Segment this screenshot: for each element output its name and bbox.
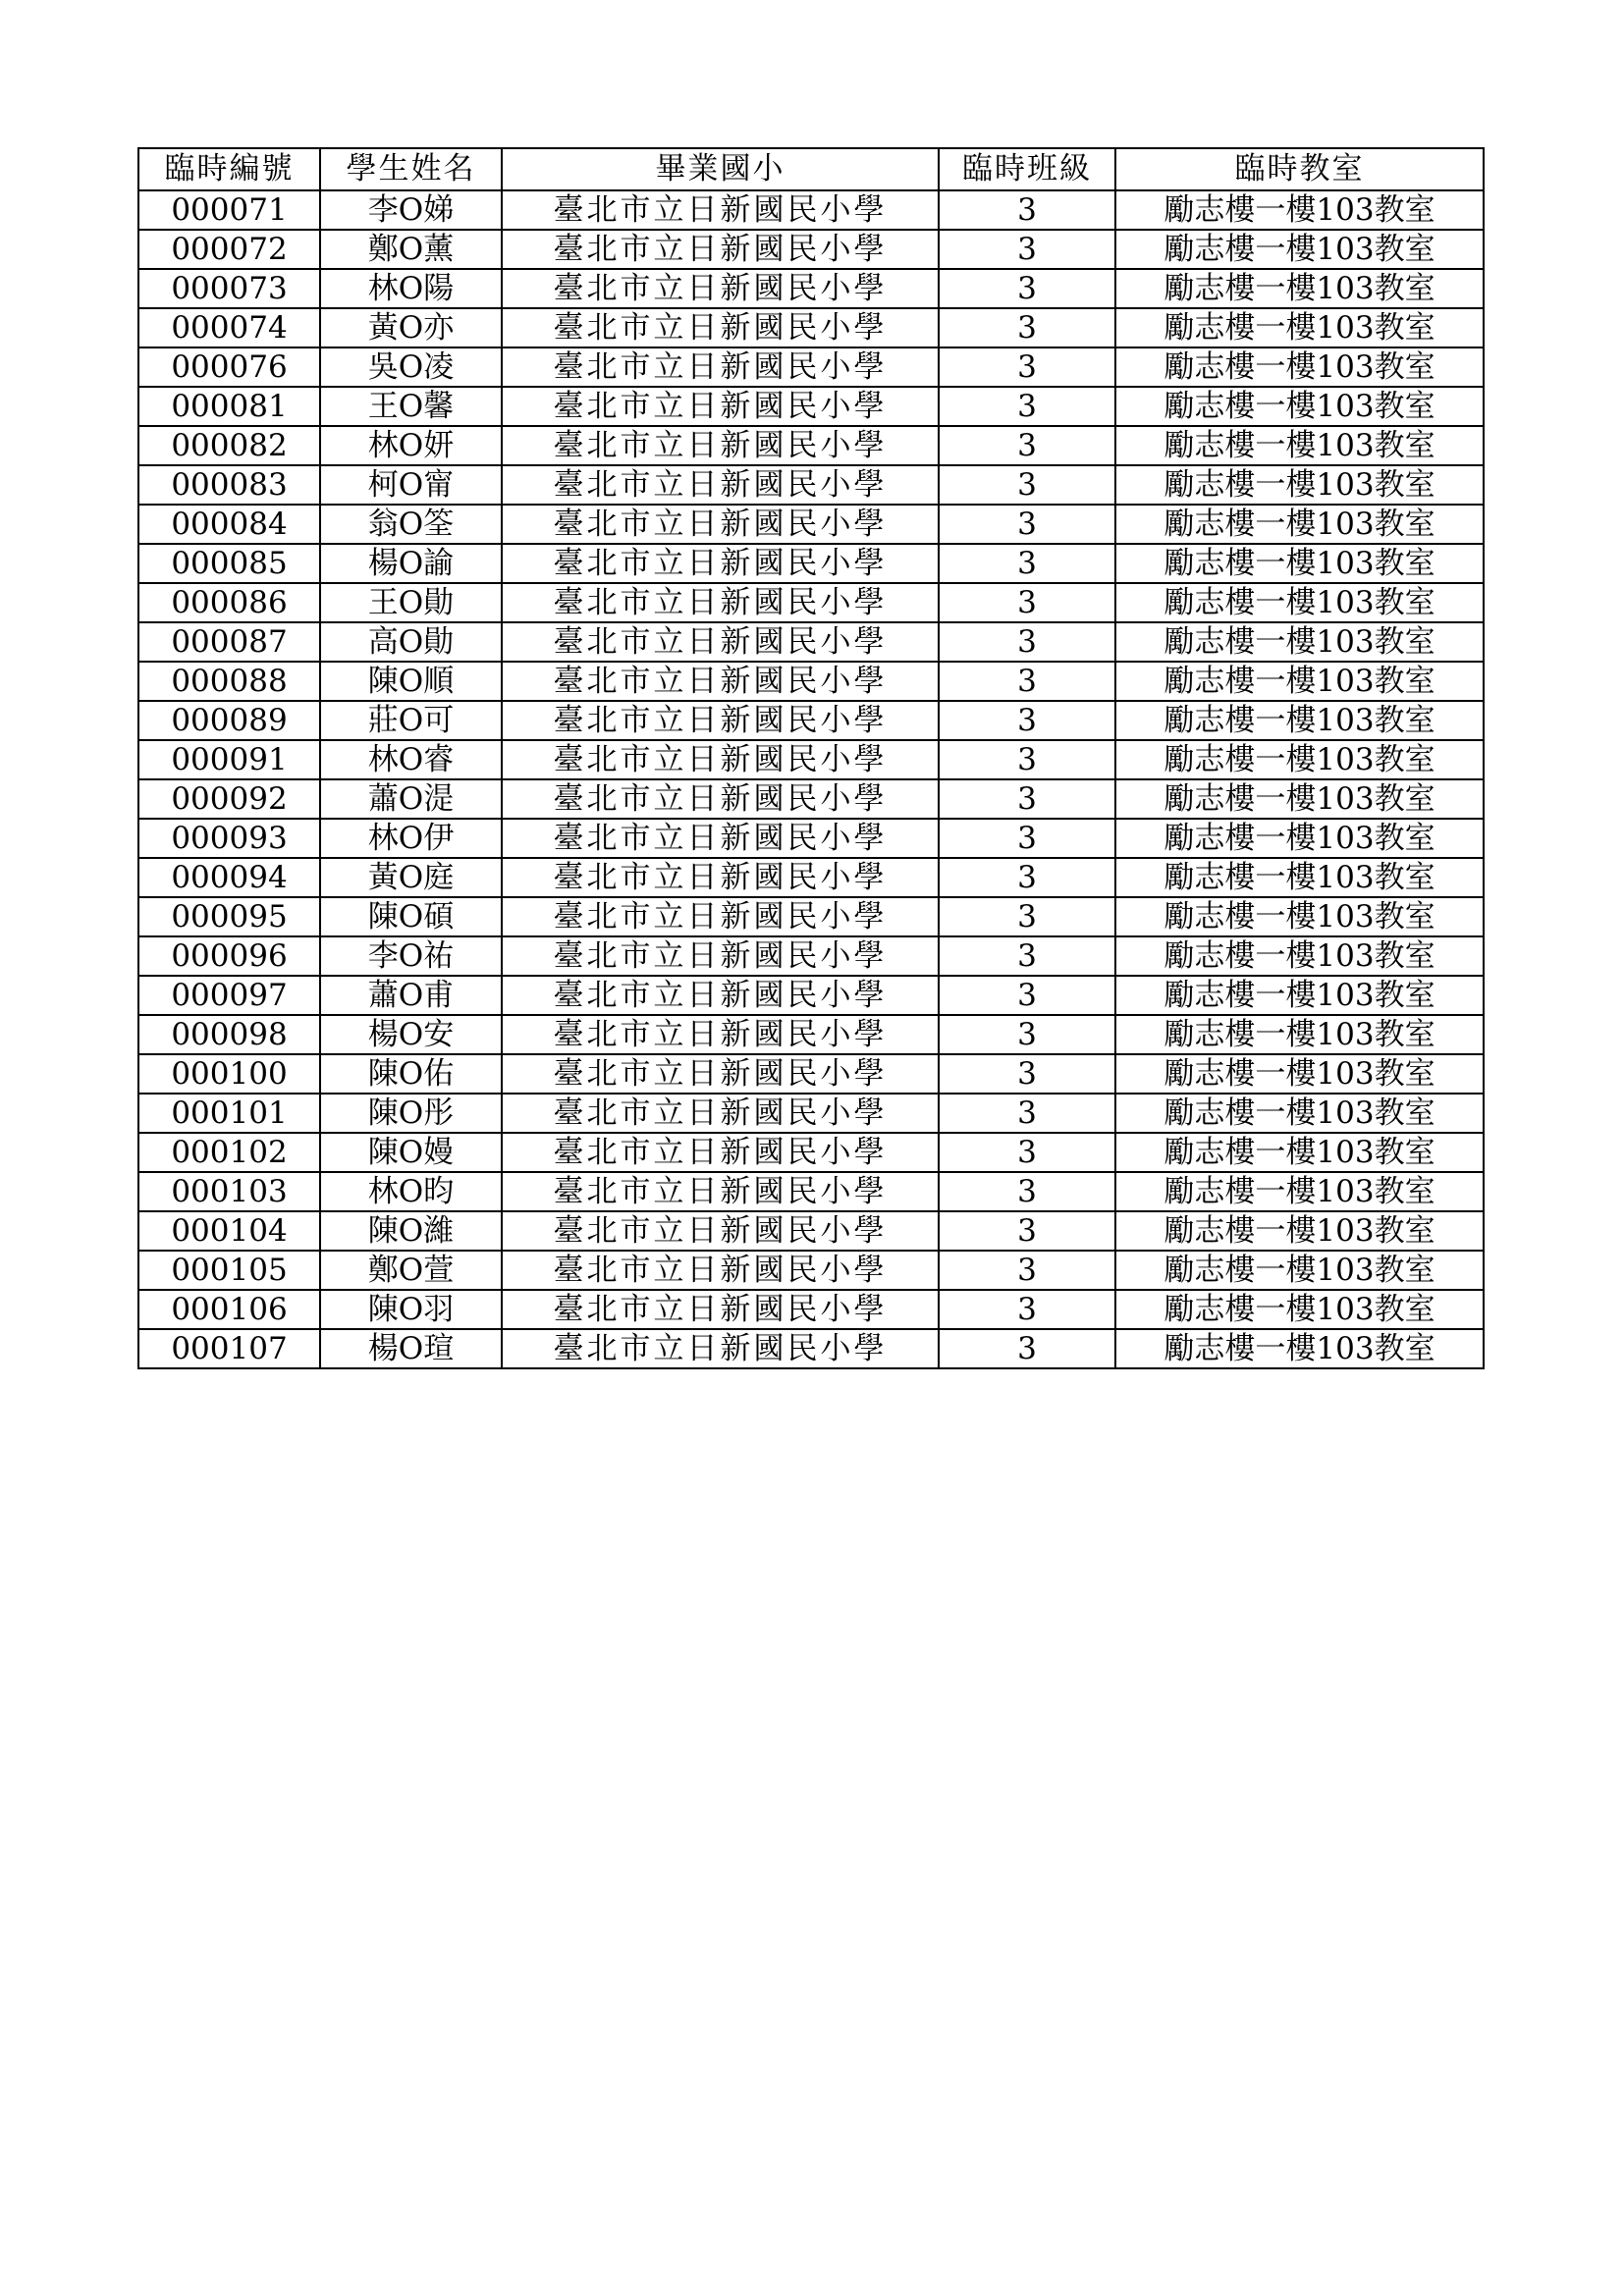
temp-classroom-cell: 勵志樓一樓103教室 [1115, 1094, 1484, 1133]
header-elementary-school: 畢業國小 [502, 148, 939, 190]
temp-id-cell: 000095 [138, 897, 320, 936]
table-row [138, 230, 1484, 269]
temp-class-cell: 3 [939, 858, 1115, 897]
temp-id-cell: 000102 [138, 1133, 320, 1172]
table-row [138, 347, 1484, 387]
temp-classroom-cell: 勵志樓一樓103教室 [1115, 426, 1484, 465]
student-name-cell: 陳O碩 [320, 897, 502, 936]
school-cell: 臺北市立日新國民小學 [502, 347, 939, 387]
temp-id-cell: 000093 [138, 819, 320, 858]
temp-classroom-cell: 勵志樓一樓103教室 [1115, 1133, 1484, 1172]
temp-class-cell: 3 [939, 976, 1115, 1015]
temp-classroom-cell: 勵志樓一樓103教室 [1115, 1054, 1484, 1094]
student-name-cell: 林O陽 [320, 269, 502, 308]
temp-class-cell: 3 [939, 1329, 1115, 1368]
school-cell: 臺北市立日新國民小學 [502, 426, 939, 465]
temp-classroom-cell: 勵志樓一樓103教室 [1115, 308, 1484, 347]
temp-class-cell: 3 [939, 779, 1115, 819]
temp-class-cell: 3 [939, 230, 1115, 269]
temp-id-cell: 000091 [138, 740, 320, 779]
temp-class-cell: 3 [939, 740, 1115, 779]
header-student-name: 學生姓名 [320, 148, 502, 190]
temp-class-cell: 3 [939, 897, 1115, 936]
school-cell: 臺北市立日新國民小學 [502, 976, 939, 1015]
table-row [138, 1172, 1484, 1211]
school-cell: 臺北市立日新國民小學 [502, 1290, 939, 1329]
school-cell: 臺北市立日新國民小學 [502, 1172, 939, 1211]
student-name-cell: 黃O亦 [320, 308, 502, 347]
table-row [138, 1094, 1484, 1133]
temp-id-cell: 000082 [138, 426, 320, 465]
school-cell: 臺北市立日新國民小學 [502, 1054, 939, 1094]
temp-class-cell: 3 [939, 308, 1115, 347]
student-name-cell: 陳O彤 [320, 1094, 502, 1133]
temp-classroom-cell: 勵志樓一樓103教室 [1115, 1172, 1484, 1211]
student-name-cell: 王O勛 [320, 583, 502, 622]
temp-class-cell: 3 [939, 1290, 1115, 1329]
school-cell: 臺北市立日新國民小學 [502, 897, 939, 936]
school-cell: 臺北市立日新國民小學 [502, 583, 939, 622]
table-row [138, 583, 1484, 622]
table-row [138, 387, 1484, 426]
temp-classroom-cell: 勵志樓一樓103教室 [1115, 779, 1484, 819]
student-name-cell: 林O昀 [320, 1172, 502, 1211]
school-cell: 臺北市立日新國民小學 [502, 269, 939, 308]
temp-classroom-cell: 勵志樓一樓103教室 [1115, 740, 1484, 779]
temp-id-cell: 000087 [138, 622, 320, 662]
table-row [138, 1329, 1484, 1368]
temp-id-cell: 000088 [138, 662, 320, 701]
temp-id-cell: 000094 [138, 858, 320, 897]
school-cell: 臺北市立日新國民小學 [502, 1133, 939, 1172]
temp-classroom-cell: 勵志樓一樓103教室 [1115, 583, 1484, 622]
table-row [138, 622, 1484, 662]
temp-classroom-cell: 勵志樓一樓103教室 [1115, 1015, 1484, 1054]
student-name-cell: 楊O瑄 [320, 1329, 502, 1368]
school-cell: 臺北市立日新國民小學 [502, 387, 939, 426]
temp-id-cell: 000105 [138, 1251, 320, 1290]
school-cell: 臺北市立日新國民小學 [502, 819, 939, 858]
table-row [138, 544, 1484, 583]
temp-class-cell: 3 [939, 387, 1115, 426]
temp-id-cell: 000092 [138, 779, 320, 819]
header-temp-class: 臨時班級 [939, 148, 1115, 190]
table-row [138, 779, 1484, 819]
student-name-cell: 李O娣 [320, 190, 502, 230]
temp-classroom-cell: 勵志樓一樓103教室 [1115, 662, 1484, 701]
temp-class-cell: 3 [939, 1015, 1115, 1054]
student-name-cell: 柯O甯 [320, 465, 502, 505]
temp-id-cell: 000097 [138, 976, 320, 1015]
temp-classroom-cell: 勵志樓一樓103教室 [1115, 819, 1484, 858]
school-cell: 臺北市立日新國民小學 [502, 1015, 939, 1054]
table-row [138, 308, 1484, 347]
student-name-cell: 蕭O湜 [320, 779, 502, 819]
student-name-cell: 楊O諭 [320, 544, 502, 583]
temp-class-cell: 3 [939, 583, 1115, 622]
roster-body [138, 190, 1484, 1368]
temp-class-cell: 3 [939, 1054, 1115, 1094]
student-name-cell: 蕭O甫 [320, 976, 502, 1015]
temp-classroom-cell: 勵志樓一樓103教室 [1115, 1251, 1484, 1290]
temp-id-cell: 000100 [138, 1054, 320, 1094]
temp-id-cell: 000107 [138, 1329, 320, 1368]
header-temp-classroom: 臨時教室 [1115, 148, 1484, 190]
table-row [138, 426, 1484, 465]
student-roster-table [137, 147, 1485, 1369]
table-row [138, 662, 1484, 701]
student-name-cell: 林O妍 [320, 426, 502, 465]
temp-classroom-cell: 勵志樓一樓103教室 [1115, 269, 1484, 308]
temp-class-cell: 3 [939, 426, 1115, 465]
table-row [138, 1211, 1484, 1251]
temp-class-cell: 3 [939, 1094, 1115, 1133]
school-cell: 臺北市立日新國民小學 [502, 858, 939, 897]
student-name-cell: 吳O凌 [320, 347, 502, 387]
school-cell: 臺北市立日新國民小學 [502, 190, 939, 230]
table-row [138, 1054, 1484, 1094]
school-cell: 臺北市立日新國民小學 [502, 230, 939, 269]
temp-id-cell: 000076 [138, 347, 320, 387]
school-cell: 臺北市立日新國民小學 [502, 740, 939, 779]
temp-id-cell: 000101 [138, 1094, 320, 1133]
temp-id-cell: 000084 [138, 505, 320, 544]
temp-class-cell: 3 [939, 936, 1115, 976]
table-row [138, 1015, 1484, 1054]
temp-class-cell: 3 [939, 465, 1115, 505]
temp-classroom-cell: 勵志樓一樓103教室 [1115, 936, 1484, 976]
temp-classroom-cell: 勵志樓一樓103教室 [1115, 1290, 1484, 1329]
temp-class-cell: 3 [939, 505, 1115, 544]
temp-id-cell: 000096 [138, 936, 320, 976]
temp-classroom-cell: 勵志樓一樓103教室 [1115, 858, 1484, 897]
student-name-cell: 黃O庭 [320, 858, 502, 897]
temp-class-cell: 3 [939, 347, 1115, 387]
temp-classroom-cell: 勵志樓一樓103教室 [1115, 347, 1484, 387]
table-row [138, 190, 1484, 230]
student-name-cell: 鄭O萱 [320, 1251, 502, 1290]
school-cell: 臺北市立日新國民小學 [502, 505, 939, 544]
temp-class-cell: 3 [939, 819, 1115, 858]
temp-class-cell: 3 [939, 622, 1115, 662]
school-cell: 臺北市立日新國民小學 [502, 936, 939, 976]
student-name-cell: 翁O筌 [320, 505, 502, 544]
temp-id-cell: 000106 [138, 1290, 320, 1329]
temp-id-cell: 000103 [138, 1172, 320, 1211]
student-name-cell: 李O祐 [320, 936, 502, 976]
temp-id-cell: 000073 [138, 269, 320, 308]
table-row [138, 819, 1484, 858]
temp-classroom-cell: 勵志樓一樓103教室 [1115, 544, 1484, 583]
temp-classroom-cell: 勵志樓一樓103教室 [1115, 622, 1484, 662]
table-row [138, 465, 1484, 505]
temp-classroom-cell: 勵志樓一樓103教室 [1115, 190, 1484, 230]
temp-id-cell: 000074 [138, 308, 320, 347]
temp-id-cell: 000104 [138, 1211, 320, 1251]
temp-classroom-cell: 勵志樓一樓103教室 [1115, 1211, 1484, 1251]
temp-class-cell: 3 [939, 544, 1115, 583]
header-row [138, 148, 1484, 190]
school-cell: 臺北市立日新國民小學 [502, 1329, 939, 1368]
temp-classroom-cell: 勵志樓一樓103教室 [1115, 387, 1484, 426]
school-cell: 臺北市立日新國民小學 [502, 308, 939, 347]
table-row [138, 936, 1484, 976]
student-name-cell: 高O勛 [320, 622, 502, 662]
header-temp-id: 臨時編號 [138, 148, 320, 190]
table-row [138, 505, 1484, 544]
table-row [138, 1290, 1484, 1329]
school-cell: 臺北市立日新國民小學 [502, 1211, 939, 1251]
document-page [137, 147, 1483, 1369]
temp-classroom-cell: 勵志樓一樓103教室 [1115, 897, 1484, 936]
school-cell: 臺北市立日新國民小學 [502, 779, 939, 819]
temp-class-cell: 3 [939, 1251, 1115, 1290]
table-row [138, 1251, 1484, 1290]
temp-classroom-cell: 勵志樓一樓103教室 [1115, 976, 1484, 1015]
student-name-cell: 陳O嫚 [320, 1133, 502, 1172]
temp-class-cell: 3 [939, 1211, 1115, 1251]
temp-classroom-cell: 勵志樓一樓103教室 [1115, 1329, 1484, 1368]
student-name-cell: 陳O佑 [320, 1054, 502, 1094]
school-cell: 臺北市立日新國民小學 [502, 1094, 939, 1133]
temp-class-cell: 3 [939, 1172, 1115, 1211]
temp-class-cell: 3 [939, 269, 1115, 308]
school-cell: 臺北市立日新國民小學 [502, 544, 939, 583]
student-name-cell: 王O馨 [320, 387, 502, 426]
student-name-cell: 林O伊 [320, 819, 502, 858]
student-name-cell: 陳O羽 [320, 1290, 502, 1329]
school-cell: 臺北市立日新國民小學 [502, 701, 939, 740]
student-name-cell: 陳O順 [320, 662, 502, 701]
student-name-cell: 鄭O薰 [320, 230, 502, 269]
temp-id-cell: 000089 [138, 701, 320, 740]
temp-classroom-cell: 勵志樓一樓103教室 [1115, 465, 1484, 505]
school-cell: 臺北市立日新國民小學 [502, 662, 939, 701]
school-cell: 臺北市立日新國民小學 [502, 465, 939, 505]
temp-id-cell: 000083 [138, 465, 320, 505]
table-row [138, 976, 1484, 1015]
temp-classroom-cell: 勵志樓一樓103教室 [1115, 230, 1484, 269]
student-name-cell: 莊O可 [320, 701, 502, 740]
school-cell: 臺北市立日新國民小學 [502, 1251, 939, 1290]
table-row [138, 701, 1484, 740]
temp-id-cell: 000085 [138, 544, 320, 583]
student-name-cell: 陳O濰 [320, 1211, 502, 1251]
temp-id-cell: 000086 [138, 583, 320, 622]
temp-class-cell: 3 [939, 662, 1115, 701]
table-row [138, 740, 1484, 779]
table-row [138, 1133, 1484, 1172]
table-row [138, 897, 1484, 936]
temp-id-cell: 000081 [138, 387, 320, 426]
temp-id-cell: 000071 [138, 190, 320, 230]
temp-classroom-cell: 勵志樓一樓103教室 [1115, 505, 1484, 544]
temp-class-cell: 3 [939, 1133, 1115, 1172]
temp-id-cell: 000072 [138, 230, 320, 269]
school-cell: 臺北市立日新國民小學 [502, 622, 939, 662]
temp-class-cell: 3 [939, 190, 1115, 230]
student-name-cell: 林O睿 [320, 740, 502, 779]
student-name-cell: 楊O安 [320, 1015, 502, 1054]
table-row [138, 269, 1484, 308]
table-row [138, 858, 1484, 897]
temp-class-cell: 3 [939, 701, 1115, 740]
temp-id-cell: 000098 [138, 1015, 320, 1054]
temp-classroom-cell: 勵志樓一樓103教室 [1115, 701, 1484, 740]
